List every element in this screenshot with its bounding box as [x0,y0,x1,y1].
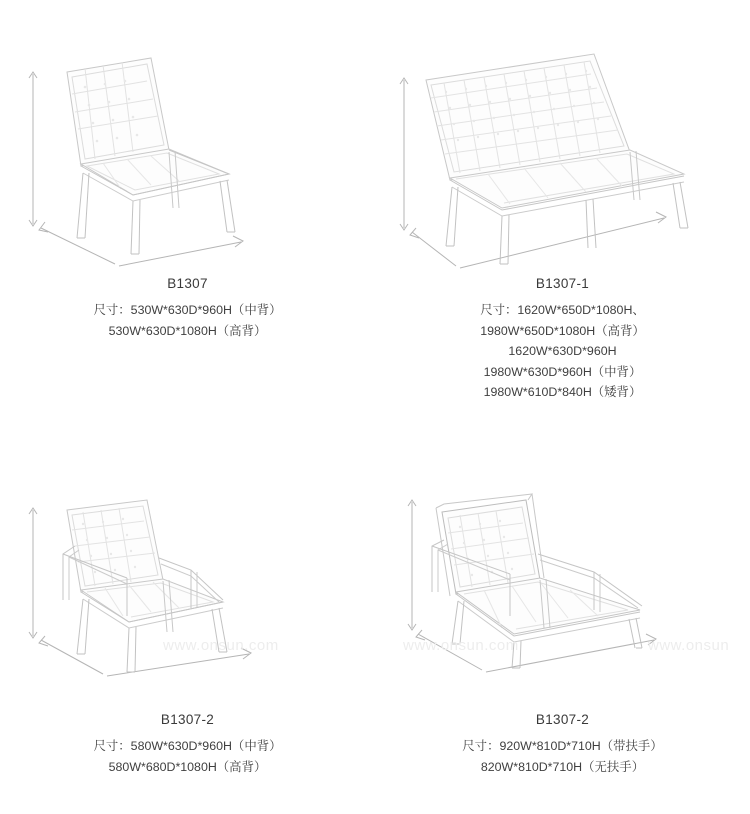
side-chair-drawing [23,32,353,272]
spec-line: 尺寸：530W*630D*960H（中背） [93,303,282,317]
product-title: B1307 [167,276,208,291]
spec-line: 尺寸：580W*630D*960H（中背） [93,739,282,753]
spec-line: 1980W*630D*960H（中背） [483,364,642,379]
product-cell-4 [375,440,750,814]
product-title: B1307-2 [160,712,215,727]
spec-line: 尺寸：1620W*650D*1080H、 [480,303,645,317]
spec-line: 尺寸：920W*810D*710H（带扶手） [462,739,663,753]
caption-4 [462,712,662,777]
product-title: B1307-1 [535,276,590,291]
spec-line: 530W*630D*1080H（高背） [108,323,267,338]
spec-line: 820W*810D*710H（无扶手） [480,759,645,774]
watermark: www.onsun.com [403,637,519,654]
watermark: www.onsun.com [163,637,279,654]
lounge-chair-drawing [398,468,728,708]
caption-1 [94,276,282,341]
caption-3 [94,712,282,777]
armchair-drawing [23,468,353,708]
tufted-bench-drawing [398,32,728,272]
product-title: B1307-2 [535,712,590,727]
spec-line: 1620W*630D*960H [508,344,617,358]
watermark: www.onsun [648,637,730,654]
caption-2 [480,276,645,403]
spec-line: 580W*680D*1080H（高背） [108,759,267,774]
product-cell-3 [0,440,375,814]
product-cell-1 [0,0,375,440]
product-cell-2 [375,0,750,440]
spec-line: 1980W*610D*840H（矮背） [483,385,642,399]
spec-line: 1980W*650D*1080H（高背） [480,323,645,338]
